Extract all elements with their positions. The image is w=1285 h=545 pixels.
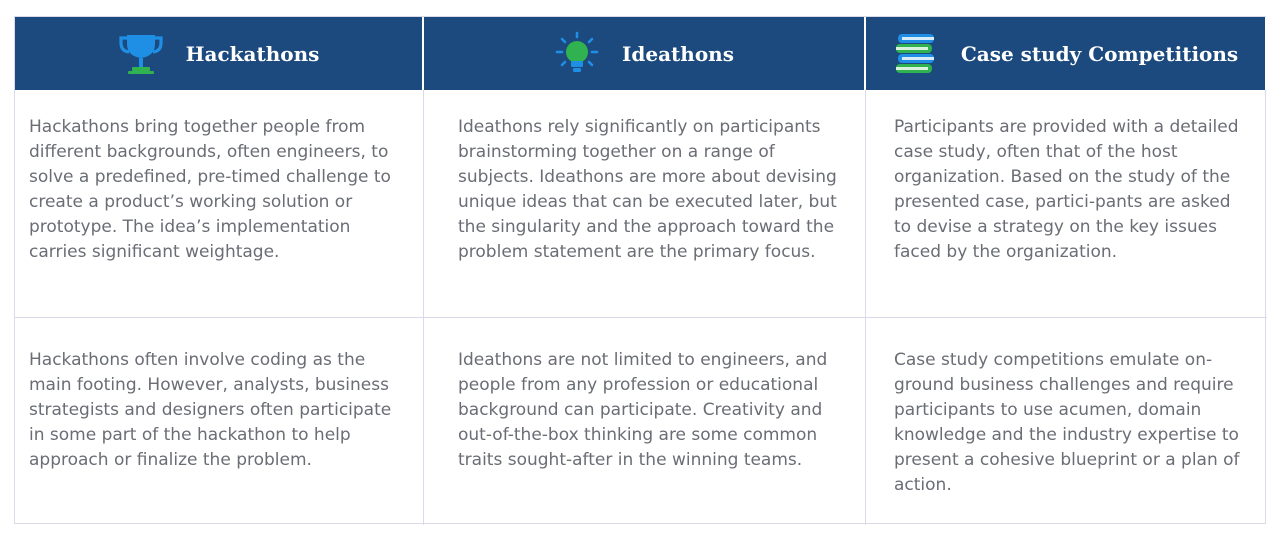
header-ideathons xyxy=(424,17,866,90)
book-stack-icon xyxy=(893,31,939,77)
lightbulb-icon xyxy=(554,31,600,77)
comparison-table xyxy=(14,16,1266,524)
header-title: Ideathons xyxy=(622,41,734,66)
case-study-participants: Case study competitions emulate on-ground business challenges and require participants to use acumen, domain knowledge and the industry expertise to present a cohesive blueprint or a plan of action. xyxy=(894,350,1240,495)
header-title: Hackathons xyxy=(185,41,320,66)
hackathons-description: Hackathons bring together people from different backgrounds, often engineers, to solve a predefined, pre-timed challenge to create a product’s working solution or prototype. The idea’s implementation carries significant weightage. xyxy=(15,90,424,318)
case-study-description: Participants are provided with a detailed case study, often that of the host organization. Based on the study of the presented case, partici-pants are asked to devise a strategy on the key issues faced by the organization. xyxy=(866,90,1267,318)
header-case-study xyxy=(866,17,1267,90)
header-hackathons xyxy=(15,17,424,90)
ideathons-participants: Ideathons are not limited to engineers, and people from any profession or educational background can participate. Creativity and out-of-the-box thinking are some common traits sought-after in the winning teams. xyxy=(424,318,866,525)
ideathons-description: Ideathons rely significantly on participants brainstorming together on a range of subjects. Ideathons are more about devising unique ideas that can be executed later, but the singularity and the approach toward the problem statement are the primary focus. xyxy=(424,90,866,318)
header-title: Case study Competitions xyxy=(960,41,1239,66)
hackathons-participants: Hackathons often involve coding as the main footing. However, analysts, business strategists and designers often participate in some part of the hackathon to help approach or finalize the problem. xyxy=(15,318,424,525)
trophy-icon xyxy=(118,31,164,77)
